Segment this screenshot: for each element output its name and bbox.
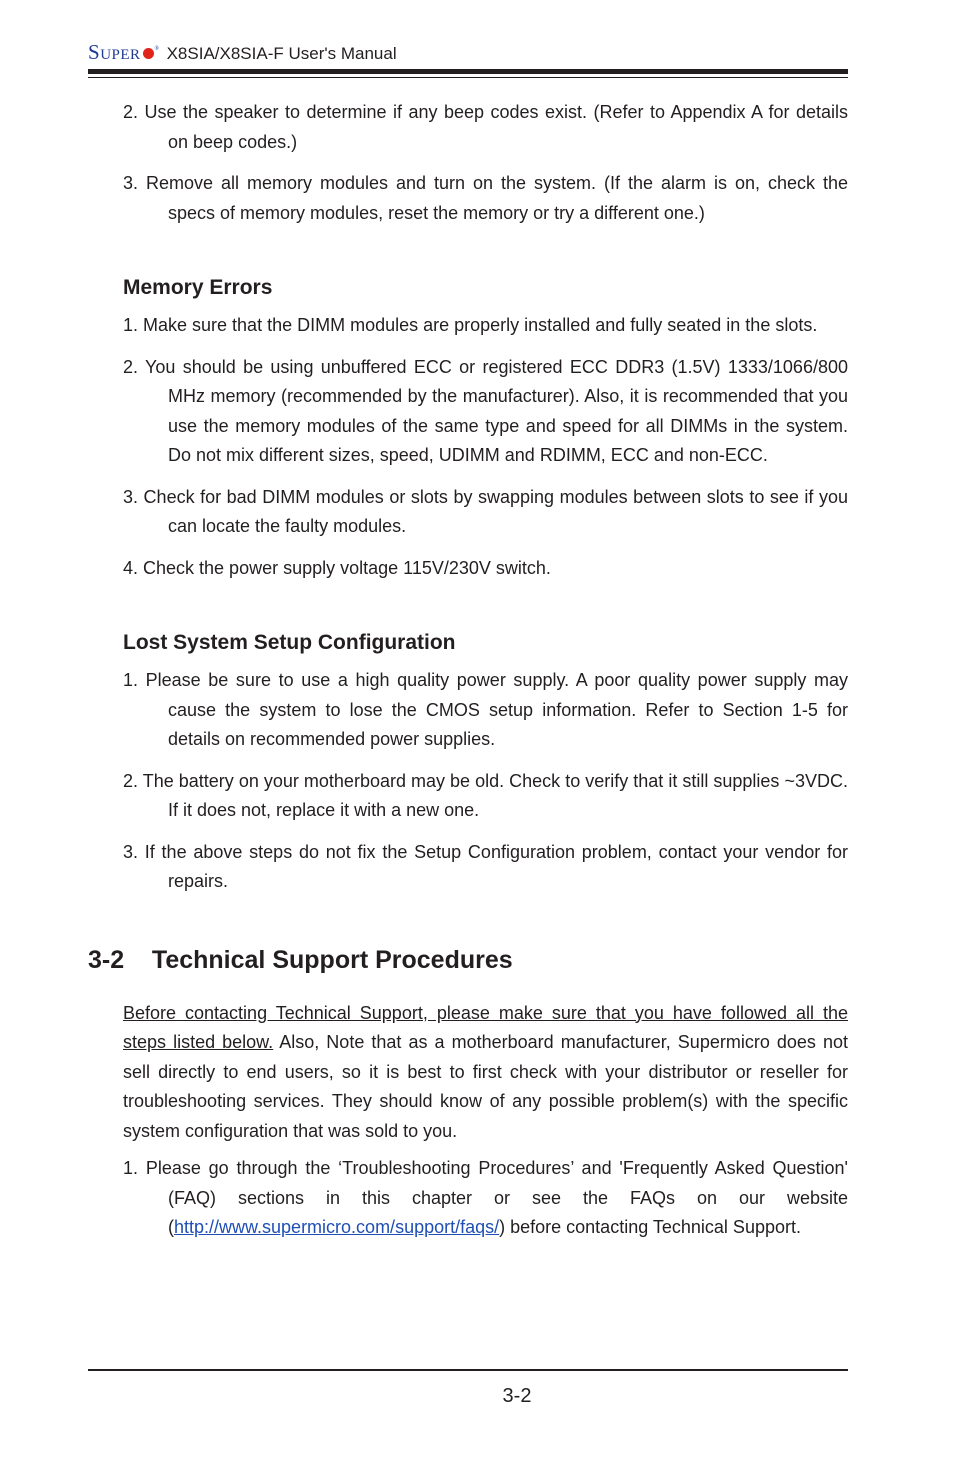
header-rule-thin — [88, 77, 848, 78]
list-item: 4. Check the power supply voltage 115V/230V switch. — [123, 557, 551, 578]
item-text: 1. Please go through the ‘Troubleshooting Procedures’ and 'Frequently Asked Question' (FAQ) sections in this chapter or see the FAQs on our website ( — [123, 1158, 848, 1237]
footer-rule — [88, 1369, 848, 1371]
memory-errors-heading: Memory Errors — [123, 276, 273, 299]
supermicro-logo: SUPER ® — [88, 40, 160, 64]
list-item: 1. Make sure that the DIMM modules are properly installed and fully seated in the slots. — [123, 315, 818, 335]
list-item: 3. Check for bad DIMM modules or slots by swapping modules between slots to see if you can locate the faulty modules. — [123, 486, 848, 536]
list-item: 1. Please be sure to use a high quality power supply. A poor quality power supply may cause the system to lose the CMOS setup information. Refer to Section 1-5 for details on recommended power supplies. — [123, 670, 848, 749]
list-item: 2. You should be using unbuffered ECC or registered ECC DDR3 (1.5V) 1333/1066/800 MHz memory (recommended by the manufacturer). Also, it is recommended that you use the memory modules of the same type and speed for all DIMMs in the system. Do not mix different sizes, speed, UDIMM and RDIMM, ECC and non-ECC. — [123, 356, 848, 465]
list-item: 3. Remove all memory modules and turn on the system. (If the alarm is on, check the specs of memory modules, reset the memory or try a different one.) — [123, 173, 848, 223]
section-heading: 3-2 Technical Support Procedures — [88, 945, 513, 974]
page-header — [88, 40, 397, 64]
list-item: 2. Use the speaker to determine if any beep codes exist. (Refer to Appendix A for details on beep codes.) — [123, 102, 848, 152]
intro-text: Also, Note that as a motherboard manufacturer, Supermicro does not sell directly to end users, so it is best to first check with your distributor or reseller for troubleshooting services. They should know of any possible problem(s) with the specific system configuration that was sold to you. — [123, 1032, 848, 1141]
list-item: 2. The battery on your motherboard may be old. Check to verify that it still supplies ~3VDC. If it does not, replace it with a new one. — [123, 770, 848, 820]
item-text: ) before contacting Technical Support. — [499, 1217, 801, 1237]
header-rule-thick — [88, 69, 848, 74]
page-number: 3-2 — [502, 1385, 532, 1407]
intro-underlined-text: Before contacting Technical Support, please make sure that you have followed all the steps listed below. — [123, 1002, 848, 1052]
list-item: 3. If the above steps do not fix the Setup Configuration problem, contact your vendor for repairs. — [123, 841, 848, 891]
support-intro — [123, 999, 848, 1147]
lost-setup-heading: Lost System Setup Configuration — [123, 631, 456, 654]
manual-title: X8SIA/X8SIA-F User's Manual — [166, 44, 397, 63]
page-content — [88, 98, 848, 1255]
faq-link[interactable]: http://www.supermicro.com/support/faqs/ — [174, 1217, 500, 1237]
list-item — [123, 1154, 848, 1243]
logo-red-dot-icon — [143, 48, 154, 59]
